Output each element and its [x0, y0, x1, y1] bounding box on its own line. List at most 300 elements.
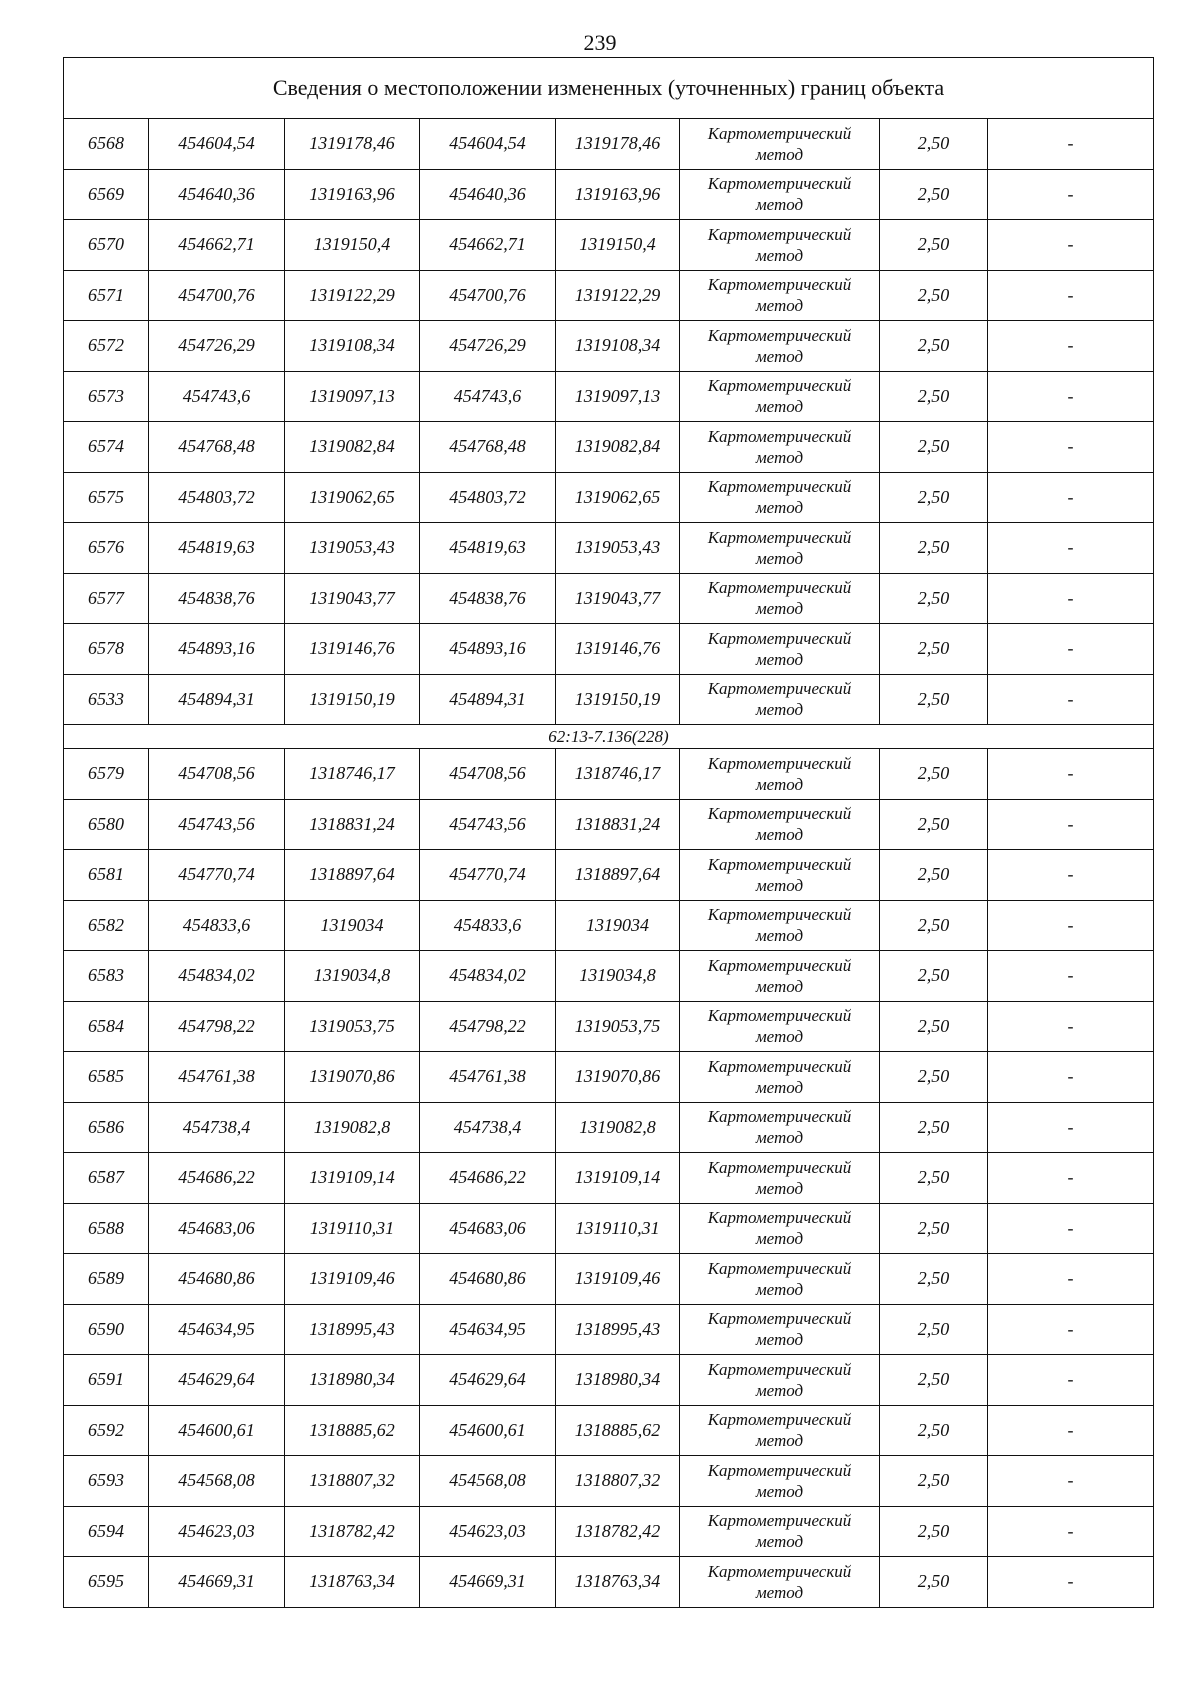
- x-refined-cell: 454833,6: [420, 900, 556, 951]
- point-number-cell: 6575: [64, 472, 149, 523]
- x-existing-cell: 454683,06: [149, 1203, 285, 1254]
- method-line-1: Картометрический: [707, 1309, 852, 1329]
- y-existing-cell: 1319062,65: [285, 472, 420, 523]
- y-existing-cell: 1319150,4: [285, 220, 420, 271]
- method-line-2: метод: [755, 976, 804, 996]
- method-line-1: Картометрический: [707, 1460, 852, 1480]
- table-row: [64, 1001, 1154, 1052]
- x-refined-cell: 454894,31: [420, 674, 556, 725]
- method-cell: [680, 321, 880, 372]
- method-line-1: Картометрический: [707, 854, 852, 874]
- x-existing-cell: 454798,22: [149, 1001, 285, 1052]
- y-existing-cell: 1318831,24: [285, 799, 420, 850]
- point-number-cell: 6589: [64, 1254, 149, 1305]
- method-cell: [680, 472, 880, 523]
- x-refined-cell: 454669,31: [420, 1557, 556, 1608]
- point-number-cell: 6583: [64, 951, 149, 1002]
- y-refined-cell: 1319150,4: [556, 220, 680, 271]
- y-refined-cell: 1318831,24: [556, 799, 680, 850]
- method-line-2: метод: [755, 144, 804, 164]
- table-row: [64, 1153, 1154, 1204]
- accuracy-cell: 2,50: [880, 1254, 988, 1305]
- x-existing-cell: 454743,56: [149, 799, 285, 850]
- method-cell: [680, 523, 880, 574]
- table-row: [64, 523, 1154, 574]
- method-line-2: метод: [755, 599, 804, 619]
- method-line-1: Картометрический: [707, 905, 852, 925]
- method-line-2: метод: [755, 1481, 804, 1501]
- x-refined-cell: 454768,48: [420, 422, 556, 473]
- method-line-2: метод: [755, 700, 804, 720]
- x-refined-cell: 454708,56: [420, 749, 556, 800]
- x-refined-cell: 454686,22: [420, 1153, 556, 1204]
- point-number-cell: 6573: [64, 371, 149, 422]
- method-cell: [680, 1254, 880, 1305]
- accuracy-cell: 2,50: [880, 119, 988, 170]
- y-refined-cell: 1319108,34: [556, 321, 680, 372]
- y-existing-cell: 1319163,96: [285, 169, 420, 220]
- y-existing-cell: 1319043,77: [285, 573, 420, 624]
- method-line-1: Картометрический: [707, 376, 852, 396]
- method-line-2: метод: [755, 926, 804, 946]
- table-row: [64, 674, 1154, 725]
- accuracy-cell: 2,50: [880, 1405, 988, 1456]
- method-line-1: Картометрический: [707, 1511, 852, 1531]
- point-number-cell: 6572: [64, 321, 149, 372]
- method-line-1: Картометрический: [707, 955, 852, 975]
- table-title: Сведения о местоположении измененных (уточненных) границ объекта: [64, 58, 1154, 119]
- point-number-cell: 6590: [64, 1304, 149, 1355]
- accuracy-cell: 2,50: [880, 270, 988, 321]
- x-refined-cell: 454683,06: [420, 1203, 556, 1254]
- method-cell: [680, 1304, 880, 1355]
- method-line-1: Картометрический: [707, 1107, 852, 1127]
- x-existing-cell: 454894,31: [149, 674, 285, 725]
- y-existing-cell: 1319034: [285, 900, 420, 951]
- point-number-cell: 6577: [64, 573, 149, 624]
- description-cell: -: [988, 799, 1154, 850]
- section-label: 62:13-7.136(228): [64, 725, 1154, 749]
- table-row: [64, 799, 1154, 850]
- point-number-cell: 6579: [64, 749, 149, 800]
- x-existing-cell: 454833,6: [149, 900, 285, 951]
- x-refined-cell: 454623,03: [420, 1506, 556, 1557]
- accuracy-cell: 2,50: [880, 523, 988, 574]
- accuracy-cell: 2,50: [880, 624, 988, 675]
- accuracy-cell: 2,50: [880, 220, 988, 271]
- y-refined-cell: 1318995,43: [556, 1304, 680, 1355]
- table-row: [64, 624, 1154, 675]
- y-refined-cell: 1318885,62: [556, 1405, 680, 1456]
- y-refined-cell: 1318980,34: [556, 1355, 680, 1406]
- method-line-2: метод: [755, 346, 804, 366]
- x-refined-cell: 454662,71: [420, 220, 556, 271]
- method-cell: [680, 573, 880, 624]
- table-body: [64, 58, 1154, 1608]
- y-refined-cell: 1318782,42: [556, 1506, 680, 1557]
- description-cell: -: [988, 1506, 1154, 1557]
- point-number-cell: 6594: [64, 1506, 149, 1557]
- x-refined-cell: 454803,72: [420, 472, 556, 523]
- accuracy-cell: 2,50: [880, 472, 988, 523]
- y-refined-cell: 1319178,46: [556, 119, 680, 170]
- table-row: [64, 951, 1154, 1002]
- description-cell: -: [988, 422, 1154, 473]
- method-cell: [680, 1203, 880, 1254]
- description-cell: -: [988, 1001, 1154, 1052]
- method-cell: [680, 749, 880, 800]
- method-cell: [680, 1405, 880, 1456]
- point-number-cell: 6592: [64, 1405, 149, 1456]
- accuracy-cell: 2,50: [880, 1355, 988, 1406]
- x-refined-cell: 454834,02: [420, 951, 556, 1002]
- description-cell: -: [988, 270, 1154, 321]
- method-cell: [680, 1557, 880, 1608]
- description-cell: -: [988, 624, 1154, 675]
- point-number-cell: 6586: [64, 1102, 149, 1153]
- y-refined-cell: 1319109,14: [556, 1153, 680, 1204]
- method-line-2: метод: [755, 875, 804, 895]
- coordinates-table: [63, 57, 1154, 1608]
- x-refined-cell: 454770,74: [420, 850, 556, 901]
- point-number-cell: 6585: [64, 1052, 149, 1103]
- table-row: [64, 321, 1154, 372]
- method-line-1: Картометрический: [707, 804, 852, 824]
- description-cell: -: [988, 472, 1154, 523]
- point-number-cell: 6533: [64, 674, 149, 725]
- accuracy-cell: 2,50: [880, 371, 988, 422]
- x-existing-cell: 454819,63: [149, 523, 285, 574]
- method-line-2: метод: [755, 1431, 804, 1451]
- table-row: [64, 1506, 1154, 1557]
- method-cell: [680, 674, 880, 725]
- y-existing-cell: 1319053,75: [285, 1001, 420, 1052]
- x-refined-cell: 454568,08: [420, 1456, 556, 1507]
- table-row: [64, 270, 1154, 321]
- table-row: [64, 749, 1154, 800]
- y-existing-cell: 1319070,86: [285, 1052, 420, 1103]
- y-existing-cell: 1319082,84: [285, 422, 420, 473]
- description-cell: -: [988, 1355, 1154, 1406]
- y-refined-cell: 1318746,17: [556, 749, 680, 800]
- x-existing-cell: 454738,4: [149, 1102, 285, 1153]
- y-existing-cell: 1319178,46: [285, 119, 420, 170]
- y-refined-cell: 1319122,29: [556, 270, 680, 321]
- method-line-1: Картометрический: [707, 1056, 852, 1076]
- description-cell: -: [988, 1304, 1154, 1355]
- method-line-1: Картометрический: [707, 527, 852, 547]
- y-existing-cell: 1319109,46: [285, 1254, 420, 1305]
- table-row: [64, 220, 1154, 271]
- x-existing-cell: 454600,61: [149, 1405, 285, 1456]
- method-cell: [680, 900, 880, 951]
- x-refined-cell: 454743,6: [420, 371, 556, 422]
- method-line-1: Картометрический: [707, 325, 852, 345]
- x-existing-cell: 454680,86: [149, 1254, 285, 1305]
- x-existing-cell: 454686,22: [149, 1153, 285, 1204]
- x-existing-cell: 454634,95: [149, 1304, 285, 1355]
- y-refined-cell: 1319053,43: [556, 523, 680, 574]
- accuracy-cell: 2,50: [880, 951, 988, 1002]
- method-cell: [680, 951, 880, 1002]
- accuracy-cell: 2,50: [880, 674, 988, 725]
- method-line-1: Картометрический: [707, 1561, 852, 1581]
- description-cell: -: [988, 1557, 1154, 1608]
- table-row: [64, 1355, 1154, 1406]
- method-line-1: Картометрический: [707, 224, 852, 244]
- point-number-cell: 6588: [64, 1203, 149, 1254]
- table-row: [64, 850, 1154, 901]
- point-number-cell: 6581: [64, 850, 149, 901]
- description-cell: -: [988, 900, 1154, 951]
- y-refined-cell: 1319110,31: [556, 1203, 680, 1254]
- x-existing-cell: 454768,48: [149, 422, 285, 473]
- x-refined-cell: 454726,29: [420, 321, 556, 372]
- table-row: [64, 1557, 1154, 1608]
- point-number-cell: 6587: [64, 1153, 149, 1204]
- method-line-1: Картометрический: [707, 628, 852, 648]
- method-cell: [680, 850, 880, 901]
- point-number-cell: 6580: [64, 799, 149, 850]
- y-refined-cell: 1318763,34: [556, 1557, 680, 1608]
- x-existing-cell: 454568,08: [149, 1456, 285, 1507]
- method-line-1: Картометрический: [707, 123, 852, 143]
- method-line-1: Картометрический: [707, 275, 852, 295]
- description-cell: -: [988, 220, 1154, 271]
- x-refined-cell: 454743,56: [420, 799, 556, 850]
- accuracy-cell: 2,50: [880, 1304, 988, 1355]
- y-existing-cell: 1318782,42: [285, 1506, 420, 1557]
- description-cell: -: [988, 850, 1154, 901]
- accuracy-cell: 2,50: [880, 1203, 988, 1254]
- method-line-1: Картометрический: [707, 1410, 852, 1430]
- method-line-2: метод: [755, 1380, 804, 1400]
- method-line-1: Картометрический: [707, 1359, 852, 1379]
- accuracy-cell: 2,50: [880, 1052, 988, 1103]
- method-line-2: метод: [755, 1532, 804, 1552]
- description-cell: -: [988, 951, 1154, 1002]
- method-cell: [680, 1355, 880, 1406]
- y-existing-cell: 1319108,34: [285, 321, 420, 372]
- method-cell: [680, 1153, 880, 1204]
- table-row: [64, 472, 1154, 523]
- y-refined-cell: 1319082,8: [556, 1102, 680, 1153]
- y-existing-cell: 1318807,32: [285, 1456, 420, 1507]
- table-row: [64, 1102, 1154, 1153]
- coordinates-table-container: [63, 57, 1153, 1608]
- accuracy-cell: 2,50: [880, 799, 988, 850]
- point-number-cell: 6595: [64, 1557, 149, 1608]
- table-row: [64, 1203, 1154, 1254]
- y-existing-cell: 1319034,8: [285, 951, 420, 1002]
- method-line-1: Картометрический: [707, 426, 852, 446]
- description-cell: -: [988, 1052, 1154, 1103]
- method-cell: [680, 270, 880, 321]
- method-line-2: метод: [755, 1077, 804, 1097]
- y-existing-cell: 1319110,31: [285, 1203, 420, 1254]
- method-cell: [680, 1102, 880, 1153]
- description-cell: -: [988, 1405, 1154, 1456]
- table-row: [64, 900, 1154, 951]
- method-line-2: метод: [755, 195, 804, 215]
- table-title-row: [64, 58, 1154, 119]
- page-number: 239: [583, 30, 617, 55]
- point-number-cell: 6582: [64, 900, 149, 951]
- method-line-1: Картометрический: [707, 174, 852, 194]
- y-refined-cell: 1318807,32: [556, 1456, 680, 1507]
- y-existing-cell: 1319122,29: [285, 270, 420, 321]
- x-existing-cell: 454629,64: [149, 1355, 285, 1406]
- method-line-2: метод: [755, 1279, 804, 1299]
- method-line-2: метод: [755, 825, 804, 845]
- x-existing-cell: 454761,38: [149, 1052, 285, 1103]
- y-refined-cell: 1319150,19: [556, 674, 680, 725]
- description-cell: -: [988, 523, 1154, 574]
- x-refined-cell: 454629,64: [420, 1355, 556, 1406]
- y-existing-cell: 1319150,19: [285, 674, 420, 725]
- description-cell: -: [988, 749, 1154, 800]
- point-number-cell: 6578: [64, 624, 149, 675]
- method-cell: [680, 1506, 880, 1557]
- accuracy-cell: 2,50: [880, 850, 988, 901]
- description-cell: -: [988, 674, 1154, 725]
- accuracy-cell: 2,50: [880, 573, 988, 624]
- method-line-1: Картометрический: [707, 1258, 852, 1278]
- method-cell: [680, 624, 880, 675]
- table-row: [64, 371, 1154, 422]
- method-line-2: метод: [755, 498, 804, 518]
- method-line-1: Картометрический: [707, 578, 852, 598]
- accuracy-cell: 2,50: [880, 900, 988, 951]
- table-row: [64, 1304, 1154, 1355]
- accuracy-cell: 2,50: [880, 1506, 988, 1557]
- x-refined-cell: 454819,63: [420, 523, 556, 574]
- table-row: [64, 1254, 1154, 1305]
- description-cell: -: [988, 1203, 1154, 1254]
- description-cell: -: [988, 1456, 1154, 1507]
- point-number-cell: 6591: [64, 1355, 149, 1406]
- method-cell: [680, 371, 880, 422]
- x-existing-cell: 454708,56: [149, 749, 285, 800]
- y-refined-cell: 1319070,86: [556, 1052, 680, 1103]
- description-cell: -: [988, 573, 1154, 624]
- method-line-2: метод: [755, 1027, 804, 1047]
- y-existing-cell: 1318897,64: [285, 850, 420, 901]
- method-line-2: метод: [755, 397, 804, 417]
- method-line-2: метод: [755, 1178, 804, 1198]
- accuracy-cell: 2,50: [880, 1153, 988, 1204]
- y-refined-cell: 1319034,8: [556, 951, 680, 1002]
- y-existing-cell: 1318746,17: [285, 749, 420, 800]
- accuracy-cell: 2,50: [880, 1456, 988, 1507]
- accuracy-cell: 2,50: [880, 1001, 988, 1052]
- point-number-cell: 6584: [64, 1001, 149, 1052]
- method-cell: [680, 799, 880, 850]
- description-cell: -: [988, 1102, 1154, 1153]
- description-cell: -: [988, 371, 1154, 422]
- x-existing-cell: 454893,16: [149, 624, 285, 675]
- accuracy-cell: 2,50: [880, 1102, 988, 1153]
- table-row: [64, 1456, 1154, 1507]
- method-line-2: метод: [755, 1229, 804, 1249]
- y-refined-cell: 1318897,64: [556, 850, 680, 901]
- accuracy-cell: 2,50: [880, 1557, 988, 1608]
- y-refined-cell: 1319034: [556, 900, 680, 951]
- x-existing-cell: 454700,76: [149, 270, 285, 321]
- table-row: [64, 119, 1154, 170]
- x-existing-cell: 454743,6: [149, 371, 285, 422]
- description-cell: -: [988, 119, 1154, 170]
- x-existing-cell: 454623,03: [149, 1506, 285, 1557]
- x-refined-cell: 454700,76: [420, 270, 556, 321]
- x-existing-cell: 454803,72: [149, 472, 285, 523]
- y-refined-cell: 1319097,13: [556, 371, 680, 422]
- method-cell: [680, 1001, 880, 1052]
- accuracy-cell: 2,50: [880, 422, 988, 473]
- x-existing-cell: 454834,02: [149, 951, 285, 1002]
- y-refined-cell: 1319043,77: [556, 573, 680, 624]
- y-refined-cell: 1319082,84: [556, 422, 680, 473]
- x-existing-cell: 454640,36: [149, 169, 285, 220]
- x-refined-cell: 454761,38: [420, 1052, 556, 1103]
- x-refined-cell: 454838,76: [420, 573, 556, 624]
- description-cell: -: [988, 1254, 1154, 1305]
- accuracy-cell: 2,50: [880, 749, 988, 800]
- y-existing-cell: 1318980,34: [285, 1355, 420, 1406]
- method-line-2: метод: [755, 245, 804, 265]
- y-existing-cell: 1319053,43: [285, 523, 420, 574]
- point-number-cell: 6569: [64, 169, 149, 220]
- y-refined-cell: 1319163,96: [556, 169, 680, 220]
- method-line-2: метод: [755, 1330, 804, 1350]
- method-cell: [680, 220, 880, 271]
- accuracy-cell: 2,50: [880, 321, 988, 372]
- method-line-1: Картометрический: [707, 753, 852, 773]
- x-existing-cell: 454726,29: [149, 321, 285, 372]
- y-existing-cell: 1319082,8: [285, 1102, 420, 1153]
- method-line-1: Картометрический: [707, 1208, 852, 1228]
- y-refined-cell: 1319062,65: [556, 472, 680, 523]
- x-refined-cell: 454604,54: [420, 119, 556, 170]
- method-line-1: Картометрический: [707, 477, 852, 497]
- x-refined-cell: 454634,95: [420, 1304, 556, 1355]
- description-cell: -: [988, 321, 1154, 372]
- table-row: [64, 169, 1154, 220]
- method-line-2: метод: [755, 548, 804, 568]
- method-cell: [680, 169, 880, 220]
- x-existing-cell: 454770,74: [149, 850, 285, 901]
- x-refined-cell: 454893,16: [420, 624, 556, 675]
- x-existing-cell: 454669,31: [149, 1557, 285, 1608]
- x-refined-cell: 454798,22: [420, 1001, 556, 1052]
- method-line-1: Картометрический: [707, 1157, 852, 1177]
- method-line-2: метод: [755, 774, 804, 794]
- y-refined-cell: 1319053,75: [556, 1001, 680, 1052]
- x-existing-cell: 454662,71: [149, 220, 285, 271]
- y-refined-cell: 1319146,76: [556, 624, 680, 675]
- y-refined-cell: 1319109,46: [556, 1254, 680, 1305]
- x-refined-cell: 454738,4: [420, 1102, 556, 1153]
- method-line-1: Картометрический: [707, 1006, 852, 1026]
- method-line-2: метод: [755, 1128, 804, 1148]
- table-row: [64, 422, 1154, 473]
- y-existing-cell: 1318885,62: [285, 1405, 420, 1456]
- accuracy-cell: 2,50: [880, 169, 988, 220]
- point-number-cell: 6574: [64, 422, 149, 473]
- table-row: [64, 1405, 1154, 1456]
- x-refined-cell: 454600,61: [420, 1405, 556, 1456]
- x-existing-cell: 454604,54: [149, 119, 285, 170]
